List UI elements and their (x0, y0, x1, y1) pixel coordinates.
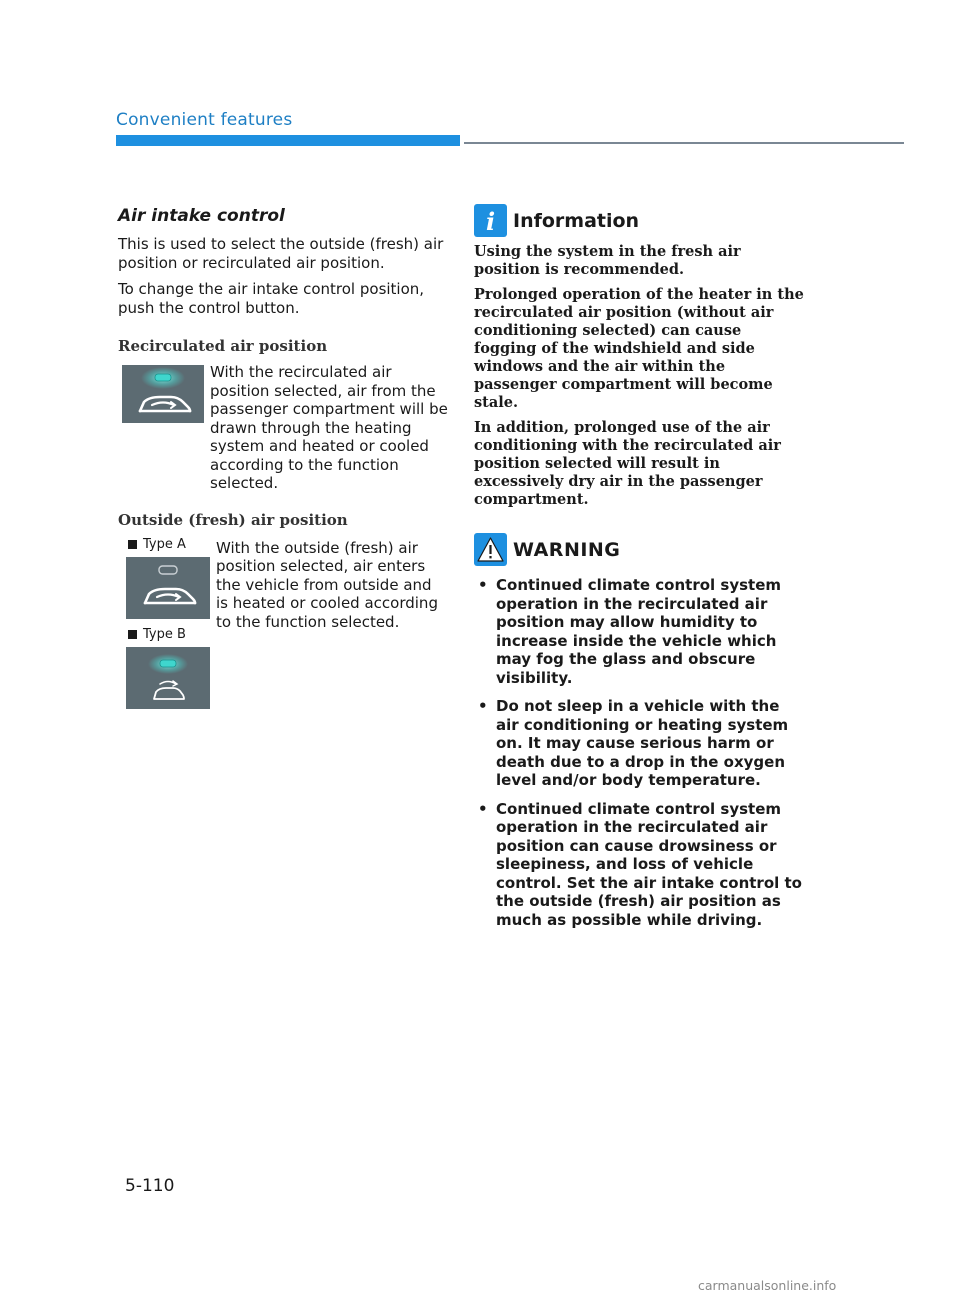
warning-header (474, 533, 804, 566)
square-bullet-icon (128, 540, 137, 549)
header-accent-bar (116, 135, 460, 146)
recirculated-button-image (122, 365, 204, 423)
square-bullet-icon (128, 630, 137, 639)
left-column (118, 206, 448, 709)
outside-heading: Outside (fresh) air position (118, 510, 348, 529)
outside-text: With the outside (fresh) air position selected, air enters the vehicle from outside and is heated or cooled according to the function selected. (216, 538, 438, 631)
info-paragraph-2: Prolonged operation of the heater in the recirculated air position (without air conditioning selected) can cause fogging of the windshield and side windows and the air within the passenger compartment will become stale. (474, 286, 804, 411)
page-number: 5-110 (125, 1176, 175, 1196)
outside-images (118, 537, 210, 709)
instruction-text: To change the air intake control position, push the control button. (118, 280, 425, 317)
outside-figure-row (118, 537, 448, 709)
type-a-button-image (126, 557, 210, 619)
information-header (474, 204, 804, 237)
warning-title: WARNING (513, 538, 621, 561)
recirculated-text: With the recirculated air position selected, air from the passenger compartment will be drawn through the heating system and heated or cooled according to the function selected. (210, 363, 448, 492)
header-divider (464, 142, 904, 144)
warning-item: • Do not sleep in a vehicle with the air conditioning or heating system on. It may cause serious harm or death due to a drop in the oxygen level and/or body temperature. (474, 697, 804, 790)
warning-list (474, 576, 804, 929)
recirculated-figure-row (118, 363, 448, 493)
svg-text:i: i (485, 207, 496, 236)
information-title: Information (513, 209, 640, 232)
recirculated-heading: Recirculated air position (118, 337, 328, 355)
info-paragraph-1: Using the system in the fresh air position is recommended. (474, 243, 741, 278)
right-column (474, 204, 804, 939)
section-title: Convenient features (116, 110, 293, 130)
info-paragraph-3: In addition, prolonged use of the air conditioning with the recirculated air position selected will result in excessively dry air in the passenger compartment. (474, 419, 781, 508)
warning-item: • Continued climate control system operation in the recirculated air position may allow humidity to increase inside the vehicle which may fog the glass and obscure visibility. (474, 576, 804, 687)
type-b-button-image (126, 647, 210, 709)
type-b-label: Type B (128, 627, 210, 642)
type-a-label: Type A (128, 537, 210, 552)
info-icon (474, 204, 507, 237)
warning-item: • Continued climate control system operation in the recirculated air position can cause drowsiness or sleepiness, and loss of vehicle control. Set the air intake control to the outside (fresh) air position as much as possible while driving. (474, 800, 804, 930)
watermark: carmanualsonline.info (698, 1278, 837, 1293)
warning-triangle-icon (474, 533, 507, 566)
air-intake-title: Air intake control (118, 206, 285, 226)
intro-text: This is used to select the outside (fresh) air position or recirculated air position. (118, 235, 444, 272)
